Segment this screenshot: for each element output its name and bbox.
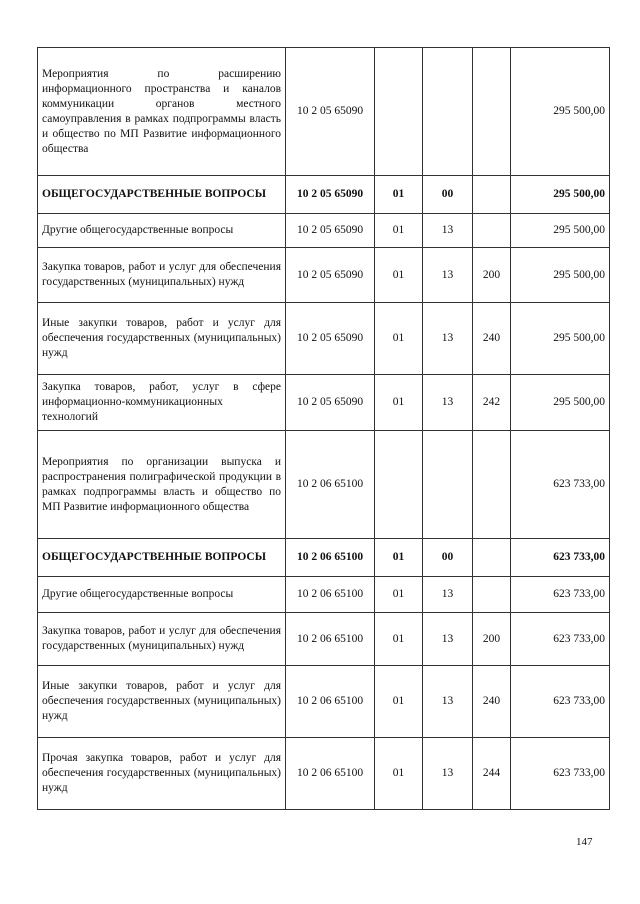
row-amount: 295 500,00 — [511, 176, 610, 214]
row-section: 01 — [375, 539, 423, 577]
row-section — [375, 48, 423, 176]
row-subsection: 13 — [423, 666, 473, 738]
row-target-code: 10 2 05 65090 — [286, 214, 375, 248]
row-section: 01 — [375, 666, 423, 738]
table-row — [38, 431, 610, 539]
row-expense-type — [473, 214, 511, 248]
row-description: Мероприятия по расширению информационного пространства и каналов коммуникации органов местного самоуправления в рамках подпрограммы власть и общество по МП Развитие информационного общества — [38, 48, 286, 176]
row-subsection: 13 — [423, 577, 473, 613]
row-section: 01 — [375, 248, 423, 303]
row-description: ОБЩЕГОСУДАРСТВЕННЫЕ ВОПРОСЫ — [38, 176, 286, 214]
table-row — [38, 48, 610, 176]
row-target-code: 10 2 06 65100 — [286, 738, 375, 810]
row-subsection: 00 — [423, 539, 473, 577]
row-subsection — [423, 48, 473, 176]
row-description: ОБЩЕГОСУДАРСТВЕННЫЕ ВОПРОСЫ — [38, 539, 286, 577]
row-description: Закупка товаров, работ и услуг для обеспечения государственных (муниципальных) нужд — [38, 248, 286, 303]
row-description: Закупка товаров, работ и услуг для обеспечения государственных (муниципальных) нужд — [38, 613, 286, 666]
row-target-code: 10 2 06 65100 — [286, 613, 375, 666]
row-expense-type: 240 — [473, 303, 511, 375]
row-expense-type — [473, 48, 511, 176]
table-row — [38, 375, 610, 431]
row-section: 01 — [375, 738, 423, 810]
budget-table — [37, 47, 610, 810]
table-row — [38, 666, 610, 738]
row-amount: 623 733,00 — [511, 539, 610, 577]
row-expense-type: 240 — [473, 666, 511, 738]
table-row — [38, 214, 610, 248]
row-section: 01 — [375, 375, 423, 431]
row-expense-type — [473, 176, 511, 214]
row-subsection: 13 — [423, 248, 473, 303]
row-amount: 623 733,00 — [511, 613, 610, 666]
table-row — [38, 248, 610, 303]
row-description: Прочая закупка товаров, работ и услуг для обеспечения государственных (муниципальных) нужд — [38, 738, 286, 810]
row-target-code: 10 2 06 65100 — [286, 577, 375, 613]
row-amount: 295 500,00 — [511, 303, 610, 375]
row-description: Другие общегосударственные вопросы — [38, 577, 286, 613]
row-subsection: 13 — [423, 613, 473, 666]
row-expense-type: 200 — [473, 613, 511, 666]
row-amount: 295 500,00 — [511, 214, 610, 248]
row-target-code: 10 2 05 65090 — [286, 375, 375, 431]
row-amount: 623 733,00 — [511, 666, 610, 738]
row-amount: 295 500,00 — [511, 48, 610, 176]
row-target-code: 10 2 05 65090 — [286, 176, 375, 214]
row-target-code: 10 2 06 65100 — [286, 666, 375, 738]
row-expense-type — [473, 539, 511, 577]
table-row — [38, 303, 610, 375]
row-amount: 295 500,00 — [511, 248, 610, 303]
row-amount: 623 733,00 — [511, 577, 610, 613]
row-description: Иные закупки товаров, работ и услуг для обеспечения государственных (муниципальных) нужд — [38, 666, 286, 738]
row-subsection — [423, 431, 473, 539]
row-description: Иные закупки товаров, работ и услуг для обеспечения государственных (муниципальных) нужд — [38, 303, 286, 375]
row-subsection: 13 — [423, 738, 473, 810]
row-expense-type: 200 — [473, 248, 511, 303]
table-row — [38, 539, 610, 577]
row-target-code: 10 2 06 65100 — [286, 431, 375, 539]
row-expense-type: 244 — [473, 738, 511, 810]
row-expense-type: 242 — [473, 375, 511, 431]
row-section: 01 — [375, 577, 423, 613]
row-subsection: 13 — [423, 375, 473, 431]
row-description: Мероприятия по организации выпуска и распространения полиграфической продукции в рамках подпрограммы власть и общество по МП Развитие информационного общества — [38, 431, 286, 539]
row-expense-type — [473, 577, 511, 613]
table-row — [38, 577, 610, 613]
row-section: 01 — [375, 303, 423, 375]
page-number: 147 — [576, 836, 593, 848]
row-amount: 623 733,00 — [511, 738, 610, 810]
table-body — [38, 48, 610, 810]
table-row — [38, 613, 610, 666]
row-target-code: 10 2 06 65100 — [286, 539, 375, 577]
row-description: Закупка товаров, работ, услуг в сфере информационно-коммуникационных технологий — [38, 375, 286, 431]
row-subsection: 00 — [423, 176, 473, 214]
row-subsection: 13 — [423, 303, 473, 375]
table-row — [38, 176, 610, 214]
row-target-code: 10 2 05 65090 — [286, 248, 375, 303]
row-description: Другие общегосударственные вопросы — [38, 214, 286, 248]
row-section: 01 — [375, 214, 423, 248]
row-amount: 295 500,00 — [511, 375, 610, 431]
row-section: 01 — [375, 176, 423, 214]
row-section — [375, 431, 423, 539]
row-amount: 623 733,00 — [511, 431, 610, 539]
row-subsection: 13 — [423, 214, 473, 248]
row-section: 01 — [375, 613, 423, 666]
row-target-code: 10 2 05 65090 — [286, 48, 375, 176]
row-target-code: 10 2 05 65090 — [286, 303, 375, 375]
table-row — [38, 738, 610, 810]
row-expense-type — [473, 431, 511, 539]
